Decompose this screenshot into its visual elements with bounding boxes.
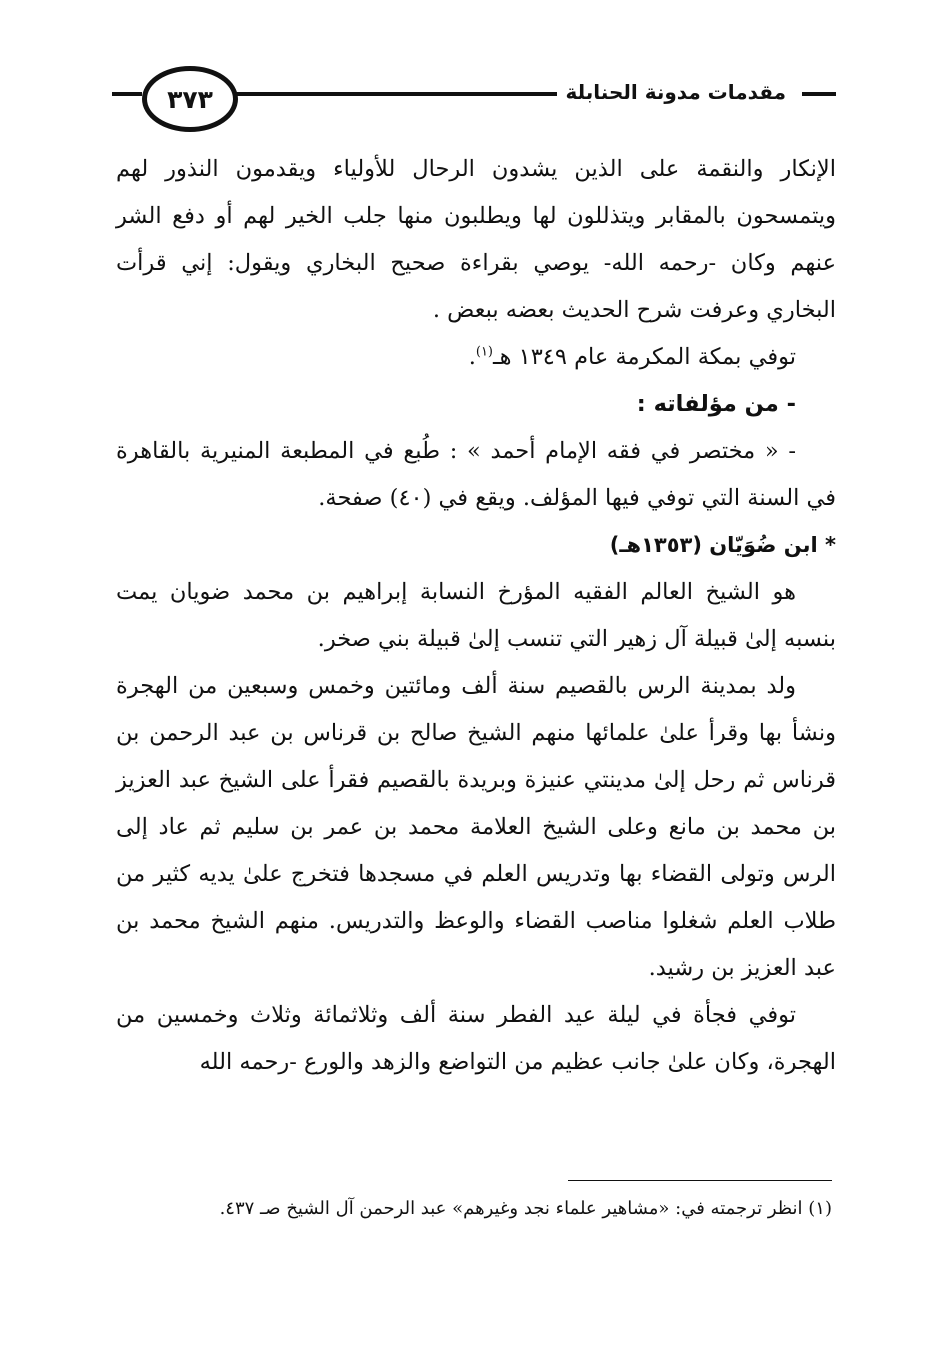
paragraph: توفي فجأة في ليلة عيد الفطر سنة ألف وثلاثمائة وثلاث وخمسين من الهجرة، وكان علىٰ جانب عظيم من التواضع والزهد والورع -رحمه الله <box>116 1002 836 1075</box>
paragraph-end: . <box>468 344 476 370</box>
paragraph: - « مختصر في فقه الإمام أحمد » : طُبع في المطبعة المنيرية بالقاهرة في السنة التي توفي فيها المؤلف. ويقع في (٤٠) صفحة. <box>116 438 836 511</box>
footnote-ref: (١) <box>475 344 493 360</box>
works-heading: - من مؤلفاته : <box>636 391 796 417</box>
page-body <box>116 146 836 1086</box>
paragraph <box>116 334 836 381</box>
page-number: ٣٧٣ <box>142 66 238 132</box>
header-rule <box>232 92 602 96</box>
paragraph: هو الشيخ العالم الفقيه المؤرخ النسابة إبراهيم بن محمد ضويان يمت بنسبه إلىٰ قبيلة آل زهير التي تنسب إلىٰ قبيلة بني صخر. <box>116 579 836 652</box>
footnote-separator <box>568 1180 832 1181</box>
paragraph-text: توفي بمكة المكرمة عام ١٣٤٩ هـ <box>493 344 796 370</box>
paragraph: ولد بمدينة الرس بالقصيم سنة ألف ومائتين وخمس وسبعين من الهجرة ونشأ بها وقرأ علىٰ علمائها منهم الشيخ صالح بن قرناس بن عبد الرحمن بن قرناس ثم رحل إلىٰ مدينتي عنيزة وبريدة بالقصيم فقرأ على الشيخ عبد العزيز بن محمد بن مانع وعلى الشيخ العلامة محمد بن عمر بن سليم ثم عاد إلى الرس وتولى القضاء بها وتدريس العلم في مسجدها فتخرج علىٰ يديه كثير من طلاب العلم شغلوا مناصب القضاء والوعظ والتدريس. منهم الشيخ محمد بن عبد العزيز بن رشيد. <box>116 673 836 981</box>
section-heading: * ابن ضُوَيّان (١٣٥٣هـ) <box>609 533 836 557</box>
header-rule <box>112 92 142 96</box>
running-title: مقدمات مدونة الحنابلة <box>557 80 794 104</box>
header-rule <box>802 92 836 96</box>
paragraph: الإنكار والنقمة على الذين يشدون الرحال للأولياء ويقدمون النذور لهم ويتمسحون بالمقابر ويتذللون لها ويطلبون منها جلب الخير لهم أو دفع الشر عنهم وكان -رحمه الله- يوصي بقراءة صحيح البخاري ويقول: إني قرأت البخاري وعرفت شرح الحديث بعضه ببعض . <box>116 156 836 323</box>
page-header <box>112 58 836 138</box>
footnote: (١) انظر ترجمته في: «مشاهير علماء نجد وغيرهم» عبد الرحمن آل الشيخ صـ ٤٣٧. <box>219 1198 832 1219</box>
